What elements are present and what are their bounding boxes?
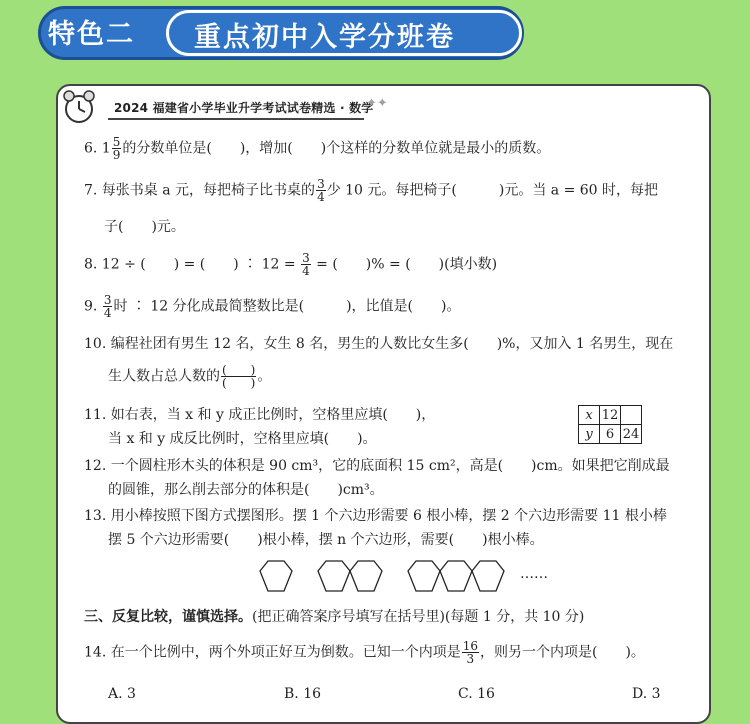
section-3-title: 三、反复比较，谨慎选择。(把正确答案序号填写在括号里)(每题 1 分，共 10 分) (84, 609, 585, 625)
question-9: 9. $\frac{3}{4}$ 时 ∶ 12 分化成最简整数比是( )，比值是( )。 (84, 293, 461, 320)
option-b: B. 16 (284, 686, 322, 702)
question-12-line2: 的圆锥，那么削去部分的体积是( )cm³。 (108, 482, 384, 498)
hexagon-figure (258, 554, 518, 600)
star-icon: ✦✦ (366, 96, 388, 111)
table-row (579, 406, 642, 425)
question-13: 13. 用小棒按照下图方式摆图形。摆 1 个六边形需要 6 根小棒，摆 2 个六边形需要 11 根小棒 (84, 508, 667, 524)
question-12: 12. 一个圆柱形木头的体积是 90 cm³，它的底面积 15 cm²，高是( )cm。如果把它削成最 (84, 458, 670, 474)
question-11: 11. 如右表，当 x 和 y 成正比例时，空格里应填( )， (84, 407, 436, 423)
question-13-line2: 摆 5 个六边形需要( )根小棒，摆 n 个六边形，需要( )根小棒。 (108, 532, 544, 548)
fraction: $\frac{( )}{( )}$ (222, 363, 256, 390)
fraction: $\frac{3}{4}$ (317, 177, 325, 204)
hexagon (350, 561, 382, 591)
hexagon (472, 561, 504, 591)
question-6: 6. 1 $\frac{5}{9}$ 的分数单位是( )，增加( )个这样的分数单位就是最小的质数。 (84, 135, 551, 162)
fraction: $\frac{16}{3}$ (462, 639, 478, 666)
table-cell: 6 (600, 425, 621, 444)
option-a: A. 3 (108, 686, 136, 702)
question-10: 10. 编程社团有男生 12 名，女生 8 名，男生的人数比女生多( )%，又加入 1 名男生，现在 (84, 336, 674, 352)
table-cell: 24 (621, 425, 642, 444)
table-cell (621, 406, 642, 425)
alarm-clock-icon (60, 88, 98, 126)
question-7: 7. 每张书桌 a 元，每把椅子比书桌的 $\frac{3}{4}$ 少 10 元。每把椅子( )元。当 a = 60 时，每把 (84, 177, 659, 204)
table-row (579, 425, 642, 444)
table-cell: y (579, 425, 600, 444)
hexagon (440, 561, 472, 591)
hexagon (318, 561, 350, 591)
table-cell: x (579, 406, 600, 425)
paper-header: 2024 福建省小学毕业升学考试试卷精选 · 数学 (114, 101, 374, 115)
banner-right-label: 重点初中入学分班卷 (194, 22, 455, 53)
header-rule (108, 118, 364, 120)
hexagon (260, 561, 292, 591)
fraction: $\frac{5}{9}$ (112, 135, 121, 162)
question-14: 14. 在一个比例中，两个外项正好互为倒数。已知一个内项是 $\frac{16}{3}$ ，则另一个内项是( )。 (84, 639, 645, 666)
banner-left-label: 特色二 (48, 19, 135, 50)
hexagon (408, 561, 440, 591)
table-cell: 12 (600, 406, 621, 425)
option-d: D. 3 (632, 686, 661, 702)
question-7-line2: 子( )元。 (104, 219, 185, 235)
question-11-line2: 当 x 和 y 成反比例时，空格里应填( )。 (108, 431, 377, 447)
fraction: $\frac{3}{4}$ (302, 251, 310, 278)
question-8: 8. 12 ÷ ( ) = ( ) ∶ 12 = $\frac{3}{4}$ = ( )% = ( )(填小数) (84, 251, 498, 278)
fraction: $\frac{3}{4}$ (103, 293, 112, 320)
proportion-table (578, 405, 642, 444)
ellipsis: …… (520, 566, 548, 582)
question-10-line2: 生人数占总人数的 $\frac{( )}{( )}$ 。 (108, 363, 272, 390)
option-c: C. 16 (458, 686, 495, 702)
